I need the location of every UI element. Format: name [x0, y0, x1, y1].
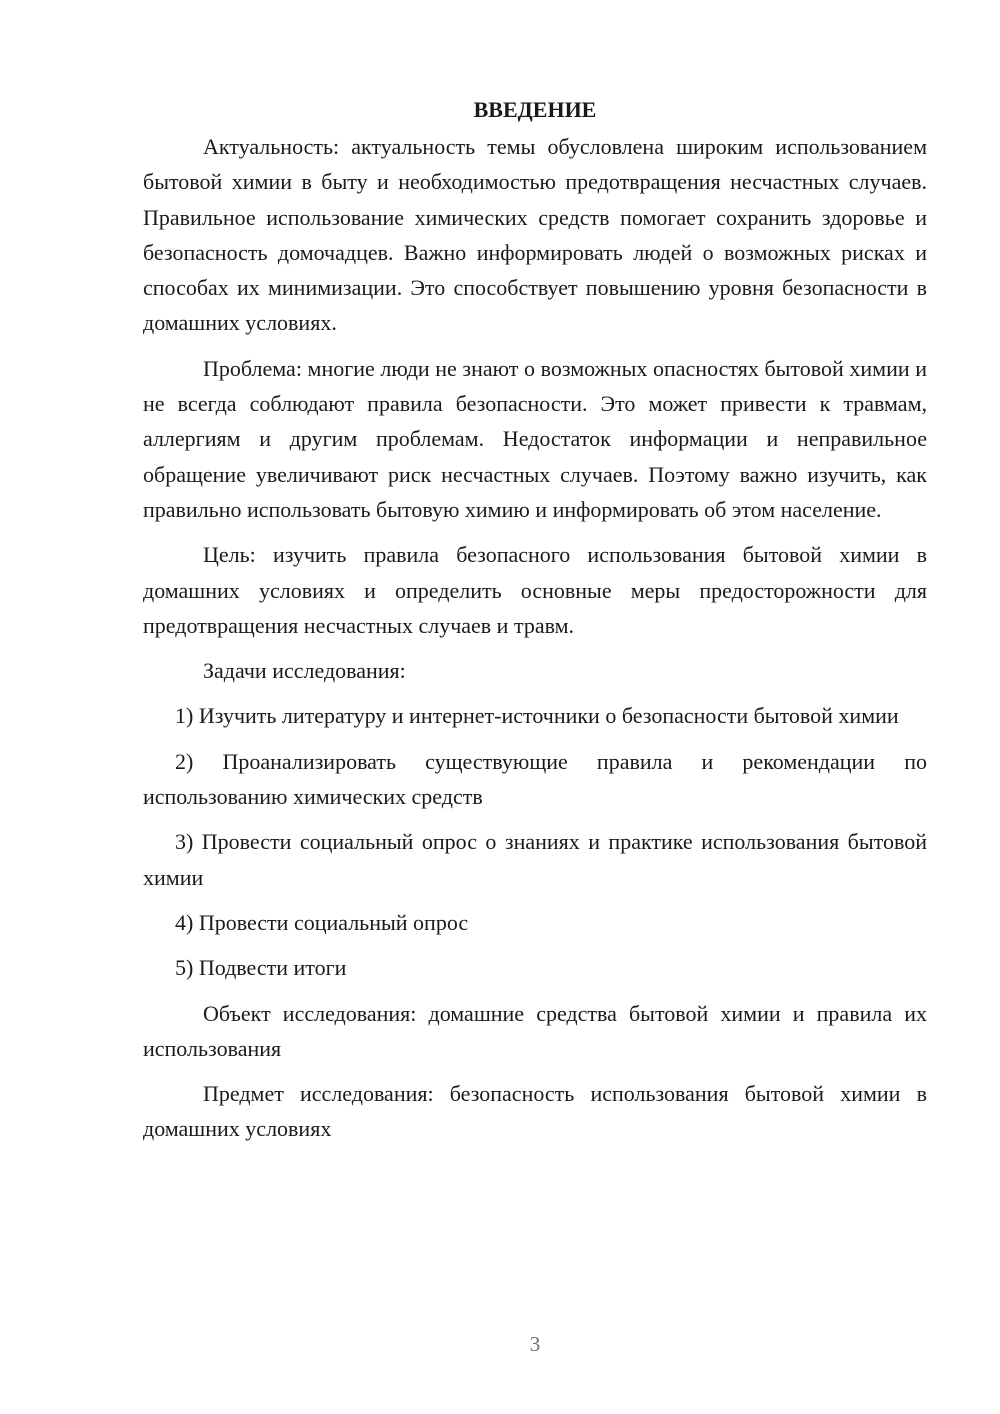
research-subject-paragraph: Предмет исследования: безопасность использования бытовой химии в домашних условиях	[143, 1081, 927, 1142]
task-item-2: 2) Проанализировать существующие правила и рекомендации по использованию химических средств	[143, 748, 927, 810]
page-number: 3	[529, 1332, 541, 1356]
page-content	[143, 92, 927, 1157]
problem-paragraph: Проблема: многие люди не знают о возможных опасностях бытовой химии и не всегда соблюдают правила безопасности. Это может привести к травмам, аллергиям и другим проблемам. Недостаток информации и неправильное обращение увеличивают риск несчастных случаев. Поэтому важно изучить, как правильно использовать бытовую химию и информировать об этом население.	[143, 355, 927, 522]
task-item-3: 3) Провести социальный опрос о знаниях и практике использования бытовой химии	[143, 829, 927, 890]
tasks-heading: Задачи исследования:	[203, 658, 406, 684]
task-item-4: 4) Провести социальный опрос	[175, 909, 469, 935]
task-item-1: 1) Изучить литературу и интернет-источники о безопасности бытовой химии	[175, 703, 899, 729]
relevance-paragraph: Актуальность: актуальность темы обусловлена широким использованием бытовой химии в быту и необходимостью предотвращения несчастных случаев. Правильное использование химических средств помогает сохранить здоровье и безопасность домочадцев. Важно информировать людей о возможных рисках и способах их минимизации. Это способствует повышению уровня безопасности в домашних условиях.	[143, 134, 927, 336]
goal-paragraph: Цель: изучить правила безопасного использования бытовой химии в домашних условиях и определить основные меры предосторожности для предотвращения несчастных случаев и травм.	[143, 542, 927, 638]
research-object-paragraph: Объект исследования: домашние средства бытовой химии и правила их использования	[143, 1000, 927, 1061]
page-title: ВВЕДЕНИЕ	[473, 97, 597, 122]
task-item-5: 5) Подвести итоги	[175, 955, 347, 981]
